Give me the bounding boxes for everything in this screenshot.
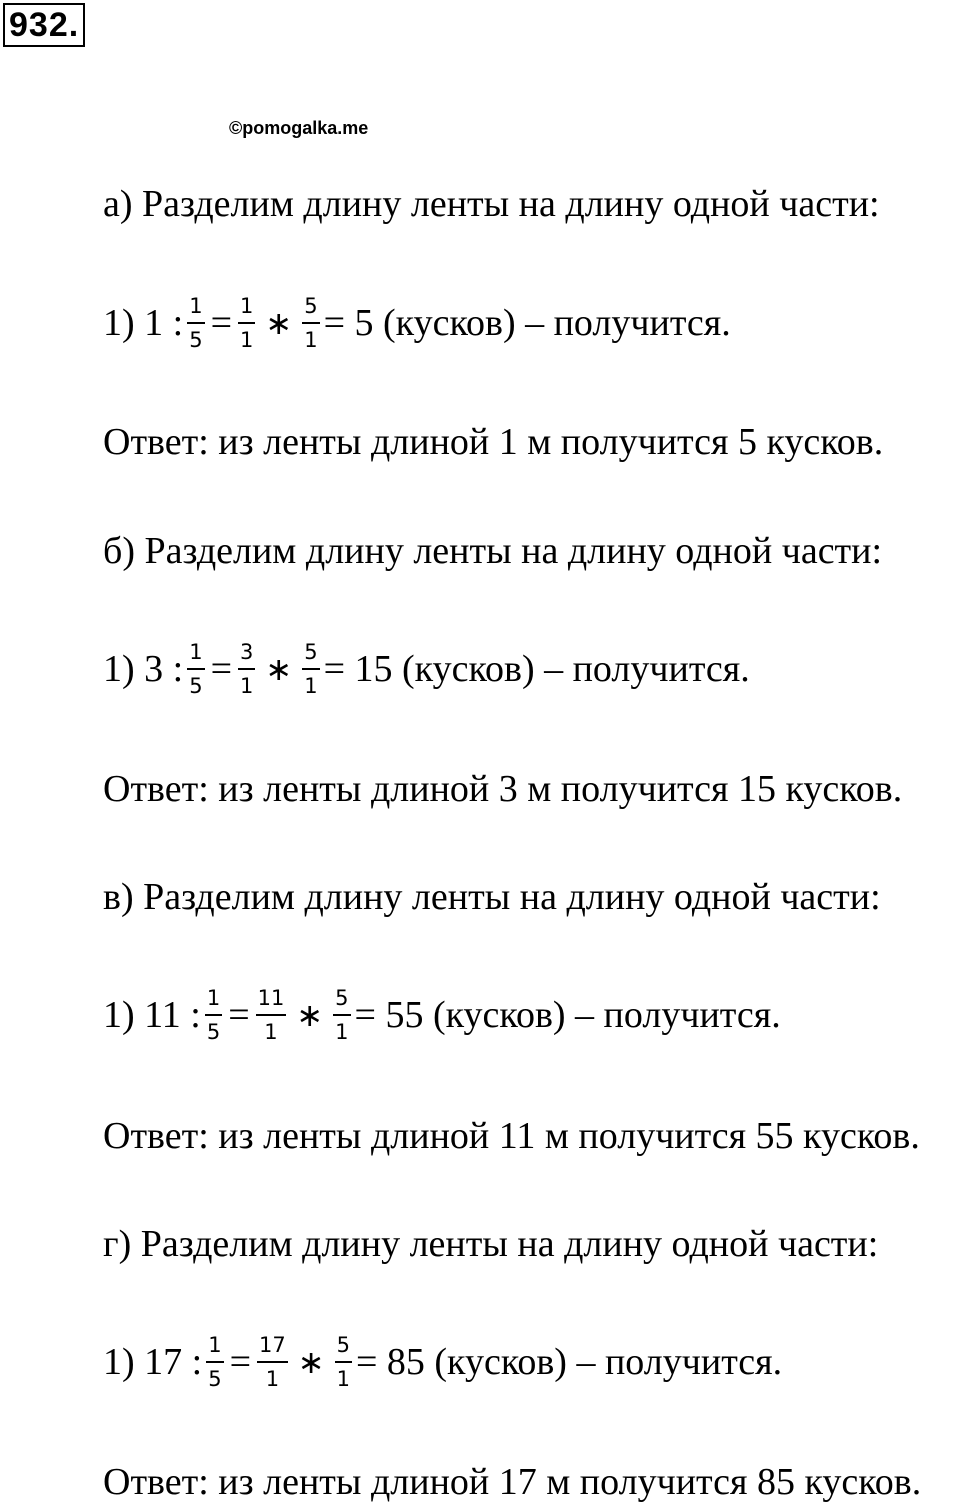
fraction-denominator: 1 (240, 327, 254, 352)
fraction-numerator: 17 (259, 1333, 286, 1357)
fraction-denominator: 1 (240, 673, 254, 698)
calc-prefix: 1) 11 : (103, 993, 201, 1036)
fraction (187, 640, 204, 698)
fraction-numerator: 1 (240, 294, 254, 318)
fraction-denominator: 5 (206, 1019, 221, 1044)
calc-result: = 85 (кусков) – получится. (355, 1340, 783, 1383)
part-b-intro: б) Разделим длину ленты на длину одной части: (103, 530, 883, 572)
fraction-numerator: 5 (304, 640, 318, 664)
fraction-bar (205, 1014, 222, 1016)
fraction-denominator: 1 (304, 327, 318, 352)
part-a-calculation (103, 294, 731, 352)
calc-prefix: 1) 1 : (103, 301, 184, 344)
fraction (302, 640, 319, 698)
calc-prefix: 1) 3 : (103, 647, 184, 690)
fraction-denominator: 5 (208, 1366, 222, 1391)
fraction-numerator: 3 (240, 640, 254, 664)
multiply-sign: ∗ (296, 995, 324, 1034)
task-number: 932. (3, 3, 85, 47)
fraction (256, 986, 287, 1044)
fraction-bar (206, 1361, 223, 1363)
part-a-intro: а) Разделим длину ленты на длину одной части: (103, 183, 880, 225)
calc-result: = 15 (кусков) – получится. (323, 647, 750, 690)
fraction-numerator: 1 (189, 640, 203, 664)
fraction-denominator: 1 (336, 1366, 350, 1391)
calc-prefix: 1) 17 : (103, 1340, 203, 1383)
calc-result: = 55 (кусков) – получится. (354, 993, 781, 1036)
equals-sign: = (210, 301, 233, 344)
part-g-intro: г) Разделим длину ленты на длину одной части: (103, 1223, 879, 1265)
fraction-bar (302, 668, 319, 670)
fraction-bar (187, 668, 204, 670)
part-g-calculation (103, 1333, 782, 1391)
fraction-bar (335, 1361, 352, 1363)
equals-sign: = (228, 993, 250, 1036)
part-a-answer: Ответ: из ленты длиной 1 м получится 5 кусков. (103, 421, 884, 463)
multiply-sign: ∗ (265, 303, 293, 342)
fraction-denominator: 5 (189, 327, 203, 352)
equals-sign: = (229, 1340, 252, 1383)
part-g-answer: Ответ: из ленты длиной 17 м получится 85 кусков. (103, 1461, 922, 1503)
multiply-sign: ∗ (297, 1342, 325, 1381)
fraction-numerator: 1 (208, 1333, 222, 1357)
fraction-denominator: 1 (264, 1019, 278, 1044)
fraction (187, 294, 204, 352)
fraction-bar (302, 322, 319, 324)
watermark: ©pomogalka.me (229, 118, 369, 138)
fraction-numerator: 5 (304, 294, 318, 318)
fraction (206, 1333, 223, 1391)
fraction-bar (256, 1014, 287, 1016)
fraction-numerator: 1 (189, 294, 203, 318)
fraction-numerator: 11 (257, 986, 285, 1010)
fraction-bar (187, 322, 204, 324)
fraction (238, 294, 255, 352)
fraction-numerator: 5 (336, 1333, 350, 1357)
fraction-numerator: 5 (335, 986, 349, 1010)
fraction-bar (238, 322, 255, 324)
fraction (302, 294, 319, 352)
equals-sign: = (210, 647, 233, 690)
fraction-bar (238, 668, 255, 670)
fraction (257, 1333, 288, 1391)
part-v-answer: Ответ: из ленты длиной 11 м получится 55 кусков. (103, 1115, 920, 1157)
part-v-intro: в) Разделим длину ленты на длину одной части: (103, 876, 881, 918)
part-b-answer: Ответ: из ленты длиной 3 м получится 15 кусков. (103, 768, 903, 810)
fraction-denominator: 1 (304, 673, 318, 698)
fraction (335, 1333, 352, 1391)
fraction-denominator: 1 (335, 1019, 349, 1044)
fraction-denominator: 1 (265, 1366, 280, 1391)
fraction (333, 986, 350, 1044)
fraction-bar (257, 1361, 288, 1363)
part-v-calculation (103, 986, 781, 1044)
fraction-bar (333, 1014, 350, 1016)
fraction-numerator: 1 (206, 986, 221, 1010)
multiply-sign: ∗ (265, 649, 293, 688)
part-b-calculation (103, 640, 750, 698)
fraction (205, 986, 222, 1044)
fraction-denominator: 5 (189, 673, 203, 698)
calc-result: = 5 (кусков) – получится. (323, 301, 731, 344)
fraction (238, 640, 255, 698)
